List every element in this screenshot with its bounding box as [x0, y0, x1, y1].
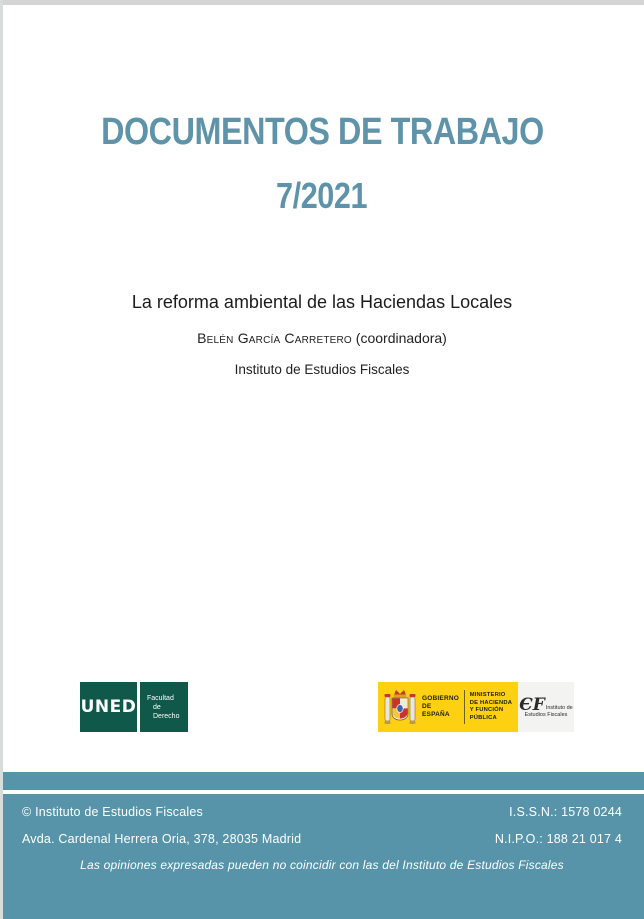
series-title-text: DOCUMENTOS DE TRABAJO — [100, 111, 544, 153]
ministry-line1: MINISTERIO — [469, 692, 506, 698]
government-logo — [378, 682, 518, 732]
institution-name: Instituto de Estudios Fiscales — [234, 362, 410, 377]
footer-accent-strip — [0, 772, 644, 790]
ief-name-line1: Instituto de — [545, 704, 573, 711]
ministry-line3: Y FUNCIÓN PÚBLICA — [469, 707, 504, 721]
government-line1: GOBIERNO — [422, 695, 459, 702]
issue-number — [0, 176, 644, 216]
government-line2: DE ESPAÑA — [422, 703, 450, 718]
footer-copyright: © Instituto de Estudios Fiscales — [22, 805, 203, 819]
government-wordmark — [422, 695, 459, 719]
ief-glyph-icon: ЄF — [519, 694, 545, 715]
uned-faculty-line2: de Derecho — [153, 703, 180, 720]
author-name: Belén García Carretero — [197, 330, 352, 346]
footer — [0, 794, 644, 919]
footer-nipo: N.I.P.O.: 188 21 017 4 — [494, 832, 622, 846]
issue-number-text: 7/2021 — [276, 175, 368, 216]
ministry-wordmark — [470, 692, 518, 722]
ministry-line2: DE HACIENDA — [469, 699, 513, 706]
viewer-top-edge — [0, 0, 644, 5]
uned-logo — [80, 682, 188, 732]
ief-logo — [518, 682, 574, 732]
uned-acronym-block — [80, 682, 137, 732]
footer-disclaimer: Las opiniones expresadas pueden no coincidir con las del Instituto de Estudios Fiscales — [80, 858, 564, 872]
uned-faculty-block — [140, 682, 188, 732]
uned-wordmark: UNED — [80, 697, 137, 717]
uned-faculty-line1: Facultad — [147, 694, 174, 702]
document-title: La reforma ambiental de las Haciendas Locales — [131, 292, 513, 312]
footer-issn: I.S.S.N.: 1578 0244 — [509, 805, 622, 819]
government-logo-divider — [464, 690, 465, 724]
viewer-left-edge — [0, 0, 3, 919]
ief-name-line2: Estudios Fiscales — [524, 711, 568, 718]
series-title — [0, 110, 644, 154]
government-logo-group — [378, 682, 574, 732]
spain-coat-of-arms-icon — [384, 687, 416, 727]
author-role: (coordinadora) — [355, 330, 447, 346]
footer-address: Avda. Cardenal Herrera Oria, 378, 28035 Madrid — [22, 832, 302, 846]
author-line — [0, 330, 644, 347]
